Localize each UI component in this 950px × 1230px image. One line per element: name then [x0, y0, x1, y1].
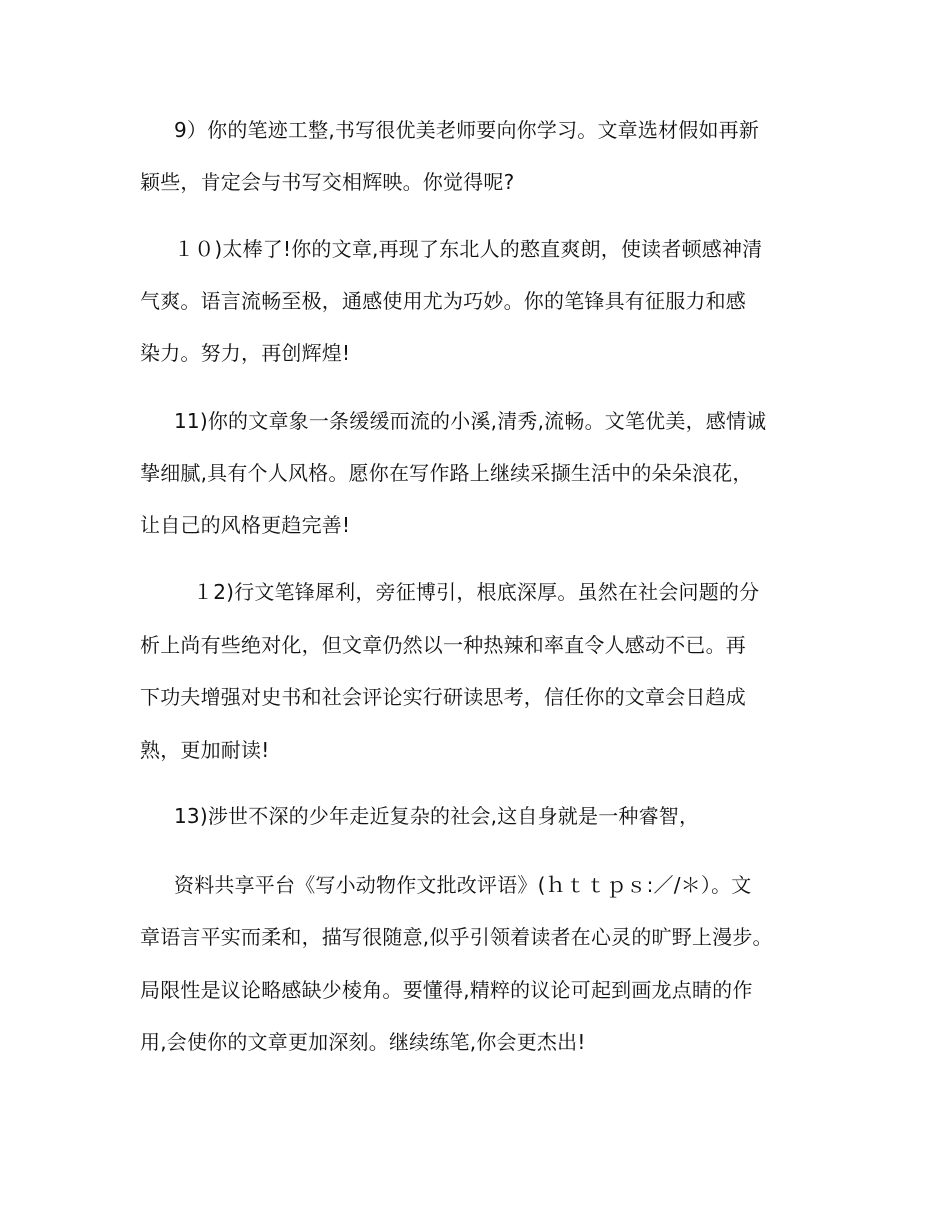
- paragraph-10-line-2: 气爽。语言流畅至极，通感使用尤为巧妙。你的笔锋具有征服力和感: [140, 289, 746, 313]
- paragraph-9-line-1: 9）你的笔迹工整,书写很优美老师要向你学习。文章选材假如再新: [174, 118, 760, 142]
- paragraph-12-line-1: １2)行文笔锋犀利，旁征博引，根底深厚。虽然在社会问题的分: [193, 580, 760, 604]
- paragraph-9-line-2: 颖些，肯定会与书写交相辉映。你觉得呢?: [140, 170, 515, 194]
- paragraph-11-line-2: 挚细腻,具有个人风格。愿你在写作路上继续采撷生活中的朵朵浪花，: [140, 461, 753, 485]
- paragraph-10-line-1: １０)太棒了!你的文章,再现了东北人的憨直爽朗，使读者顿感神清: [174, 237, 763, 261]
- paragraph-14-line-2: 章语言平实而柔和，描写很随意,似乎引领着读者在心灵的旷野上漫步。: [140, 925, 773, 949]
- paragraph-12-line-3: 下功夫增强对史书和社会评论实行研读思考，信任你的文章会日趋成: [140, 685, 746, 709]
- paragraph-10-line-3: 染力。努力，再创辉煌!: [140, 341, 351, 365]
- paragraph-11-line-1: 11)你的文章象一条缓缓而流的小溪,清秀,流畅。文笔优美，感情诚: [174, 409, 767, 433]
- paragraph-13-line-1: 13)涉世不深的少年走近复杂的社会,这自身就是一种睿智，: [174, 804, 700, 828]
- paragraph-14-line-4: 用,会使你的文章更加深刻。继续练笔,你会更杰出!: [140, 1030, 586, 1054]
- paragraph-11-line-3: 让自己的风格更趋完善!: [140, 513, 351, 537]
- paragraph-12-line-2: 析上尚有些绝对化，但文章仍然以一种热辣和率直令人感动不已。再: [140, 633, 746, 657]
- paragraph-14-line-1: 资料共享平台《写小动物作文批改评语》(ｈｔｔｐｓ:／/＊）。文: [174, 873, 752, 897]
- paragraph-12-line-4: 熟，更加耐读!: [140, 738, 270, 762]
- paragraph-14-line-3: 局限性是议论略感缺少棱角。要懂得,精粹的议论可起到画龙点睛的作: [140, 978, 753, 1002]
